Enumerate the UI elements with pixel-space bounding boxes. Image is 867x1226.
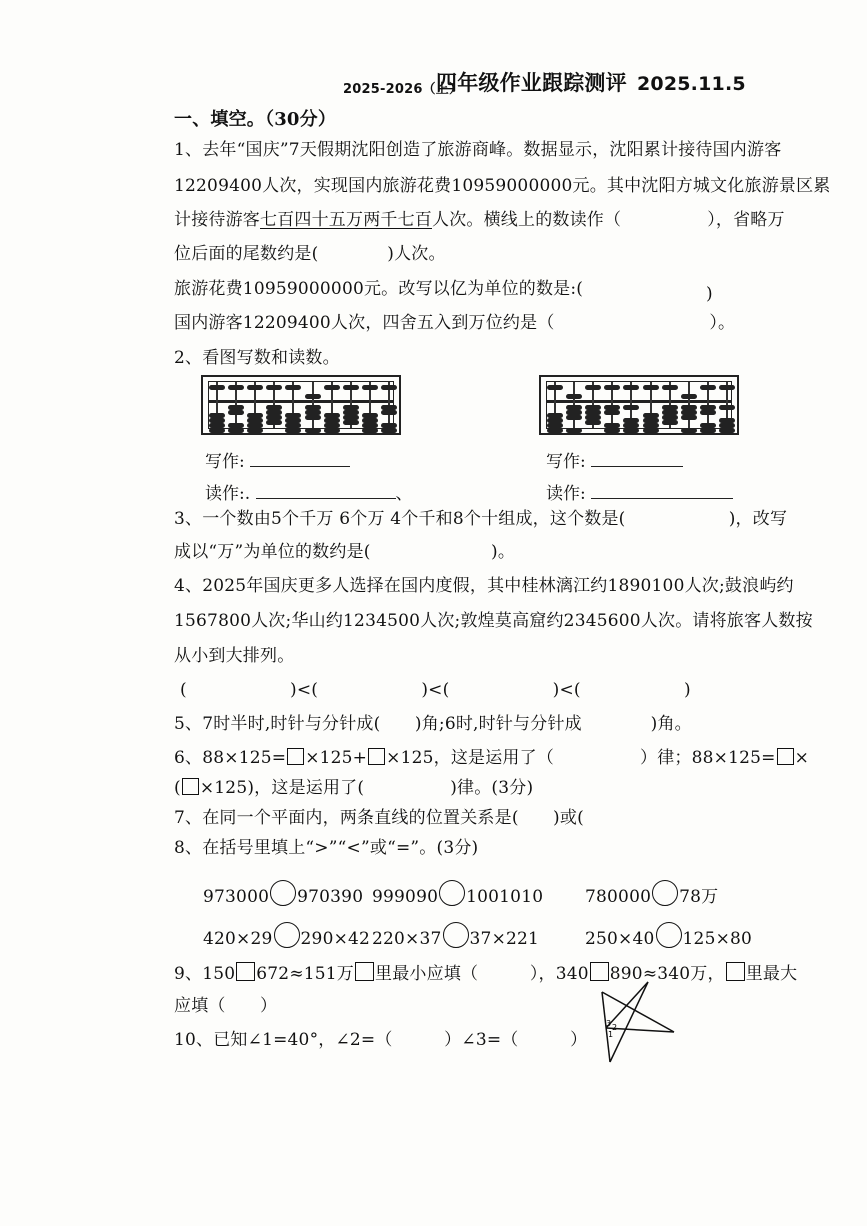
- compare-left: 780000: [585, 887, 652, 907]
- q6-part-e: (: [174, 778, 181, 798]
- compare-left: 999090: [372, 887, 439, 907]
- read-label: 读作:: [546, 484, 586, 504]
- compare-right: 290×42: [300, 929, 371, 949]
- write-label: 写作:: [546, 452, 586, 472]
- q6-line1: [174, 748, 809, 768]
- angle-label: 2: [612, 1023, 618, 1032]
- abacus-bead: [719, 385, 735, 390]
- abacus-bead: [285, 385, 301, 390]
- abacus-bead: [343, 420, 359, 425]
- figure-line: [610, 982, 648, 1062]
- abacus-bead: [604, 428, 620, 433]
- read-label: 读作:.: [205, 484, 251, 504]
- abacus-bead: [643, 428, 659, 433]
- compare-circle[interactable]: [439, 880, 465, 906]
- abacus-bead: [305, 428, 321, 433]
- q9-part-d: 890≈340万，: [609, 964, 725, 984]
- answer-box[interactable]: [182, 778, 199, 795]
- abacus-bead: [209, 385, 225, 390]
- answer-box[interactable]: [287, 748, 304, 765]
- q2-right-write: [546, 447, 683, 472]
- abacus-bead: [662, 385, 678, 390]
- abacus-bead: [700, 410, 716, 415]
- q1-line5: 旅游花费10959000000元。改写以亿为单位的数是:(: [174, 279, 584, 299]
- abacus-bead: [700, 428, 716, 433]
- abacus-bead: [266, 420, 282, 425]
- q1-line3-post: 人次。横线上的数读作（ ），省略万: [432, 210, 785, 230]
- q5-text: 5、7时半时,时针与分针成( )角;6时,时针与分针成 )角。: [174, 714, 692, 734]
- abacus-bead: [285, 428, 301, 433]
- abacus-bead: [566, 394, 582, 399]
- q9-part-e: 里最大: [745, 964, 798, 984]
- abacus-bead: [623, 428, 639, 433]
- q9-line1: [174, 962, 797, 984]
- answer-box[interactable]: [590, 962, 609, 981]
- q6-part-d: ×: [794, 748, 810, 768]
- abacus-bead: [324, 428, 340, 433]
- abacus-bead: [247, 385, 263, 390]
- abacus-left: [201, 375, 401, 435]
- abacus-bead: [228, 410, 244, 415]
- abacus-bead: [623, 385, 639, 390]
- abacus-bead: [305, 415, 321, 420]
- q2-left-write: [205, 447, 350, 472]
- abacus-bead: [381, 428, 397, 433]
- q9-part-c: 里最小应填（ ），340: [375, 964, 589, 984]
- abacus-bead: [209, 428, 225, 433]
- q2-right-read: [546, 479, 733, 504]
- q6-line2: [174, 778, 533, 798]
- abacus-bead: [700, 385, 716, 390]
- school-year: 2025-2026（上）: [343, 82, 463, 97]
- compare-right: 37×221: [469, 929, 540, 949]
- q8-item: [203, 880, 363, 907]
- q1-underlined-number: 七百四十五万两千七百: [260, 210, 432, 230]
- q2-title: 2、看图写数和读数。: [174, 348, 340, 368]
- abacus-bead: [324, 385, 340, 390]
- compare-left: 973000: [203, 887, 270, 907]
- q8-item: [372, 922, 539, 949]
- compare-left: 420×29: [203, 929, 273, 949]
- compare-right: 970390: [297, 887, 364, 907]
- abacus-bead: [381, 410, 397, 415]
- q10-text: 10、已知∠1=40°，∠2=（ ）∠3=（ ）: [174, 1030, 588, 1050]
- compare-right: 125×80: [682, 929, 753, 949]
- abacus-bead: [681, 428, 697, 433]
- q7-text: 7、在同一个平面内，两条直线的位置关系是( )或(: [174, 808, 602, 828]
- q8-item: [203, 922, 370, 949]
- q8-item: [585, 880, 718, 907]
- q3-line1: 3、一个数由5个千万 6个万 4个千和8个十组成，这个数是( )，改写: [174, 509, 788, 529]
- compare-circle[interactable]: [652, 880, 678, 906]
- q1-line3-pre: 计接待游客: [174, 210, 260, 230]
- q6-part-b: ×125+: [305, 748, 368, 768]
- q8-item: [372, 880, 543, 907]
- abacus-bead: [362, 428, 378, 433]
- compare-left: 250×40: [585, 929, 655, 949]
- q4-order-line[interactable]: ( )<( )<( )<( ): [180, 680, 691, 700]
- angle-label: 1: [608, 1030, 614, 1039]
- write-label: 写作:: [205, 452, 245, 472]
- answer-box[interactable]: [368, 748, 385, 765]
- q6-part-a: 6、88×125=: [174, 748, 287, 768]
- abacus-bead: [547, 428, 563, 433]
- abacus-bead: [681, 394, 697, 399]
- abacus-bead: [585, 420, 601, 425]
- q3-line2: 成以“万”为单位的数约是( )。: [174, 542, 516, 562]
- worksheet-title: 四年级作业跟踪测评: [436, 70, 627, 95]
- compare-left: 220×37: [372, 929, 442, 949]
- angle-figure: [596, 980, 680, 1064]
- angle-label: 3: [606, 1019, 612, 1028]
- q4-line1: 4、2025年国庆更多人选择在国内度假，其中桂林漓江约1890100人次;鼓浪屿约: [174, 576, 794, 596]
- abacus-bead: [604, 385, 620, 390]
- abacus-bead: [719, 405, 735, 410]
- abacus-bead: [604, 410, 620, 415]
- abacus-bead: [547, 385, 563, 390]
- answer-box[interactable]: [355, 962, 374, 981]
- abacus-bead: [643, 385, 659, 390]
- q8-title: 8、在括号里填上“>”“<”或“=”。(3分): [174, 838, 479, 858]
- compare-circle[interactable]: [270, 880, 296, 906]
- q2-left-read: [205, 479, 413, 504]
- read-end-mark: 、: [395, 484, 413, 504]
- q9-part-a: 9、150: [174, 964, 236, 984]
- abacus-bead: [247, 428, 263, 433]
- compare-right: 78万: [679, 887, 719, 907]
- compare-circle[interactable]: [443, 922, 469, 948]
- abacus-bead: [566, 428, 582, 433]
- answer-box[interactable]: [236, 962, 255, 981]
- q1-line1: 1、去年“国庆”7天假期沈阳创造了旅游商峰。数据显示，沈阳累计接待国内游客: [174, 140, 782, 160]
- q1-line2: 12209400人次，实现国内旅游花费10959000000元。其中沈阳方城文化旅游景区累: [174, 176, 831, 196]
- abacus-bead: [228, 385, 244, 390]
- abacus-bead: [305, 394, 321, 399]
- q1-line3: [174, 210, 785, 230]
- q1-line4: 位后面的尾数约是( )人次。: [174, 244, 446, 264]
- abacus-bead: [266, 385, 282, 390]
- q4-line2: 1567800人次;华山约1234500人次;敦煌莫高窟约2345600人次。请将旅客人数按: [174, 611, 813, 631]
- q9-line2: 应填（ ）: [174, 996, 278, 1016]
- q8-item: [585, 922, 752, 949]
- abacus-bead: [381, 385, 397, 390]
- abacus-bead: [719, 428, 735, 433]
- abacus-bead: [362, 385, 378, 390]
- abacus-bead: [228, 428, 244, 433]
- write-answer-left[interactable]: [250, 450, 350, 467]
- read-answer-right[interactable]: [591, 482, 733, 499]
- abacus-bead: [662, 420, 678, 425]
- compare-circle[interactable]: [274, 922, 300, 948]
- worksheet-date: 2025.11.5: [637, 73, 746, 95]
- q1-line6: 国内游客12209400人次，四舍五入到万位约是（ ）。: [174, 313, 736, 333]
- answer-box[interactable]: [726, 962, 745, 981]
- abacus-bead: [623, 405, 639, 410]
- q6-part-c: ×125，这是运用了（ ）律；88×125=: [386, 748, 776, 768]
- answer-box[interactable]: [777, 748, 794, 765]
- section-heading: 一、填空。（30分）: [174, 109, 337, 130]
- abacus-bead: [681, 415, 697, 420]
- q1-line5-end: ): [706, 284, 713, 304]
- read-answer-left[interactable]: [256, 482, 396, 499]
- abacus-bead: [566, 415, 582, 420]
- abacus-right: [539, 375, 739, 435]
- compare-circle[interactable]: [656, 922, 682, 948]
- q4-line3: 从小到大排列。: [174, 646, 295, 666]
- q9-part-b: 672≈151万: [256, 964, 355, 984]
- abacus-bead: [343, 385, 359, 390]
- compare-right: 1001010: [466, 887, 544, 907]
- q6-part-f: ×125)，这是运用了( )律。(3分): [199, 778, 534, 798]
- figure-line: [606, 982, 648, 1028]
- abacus-bead: [585, 385, 601, 390]
- write-answer-right[interactable]: [591, 450, 683, 467]
